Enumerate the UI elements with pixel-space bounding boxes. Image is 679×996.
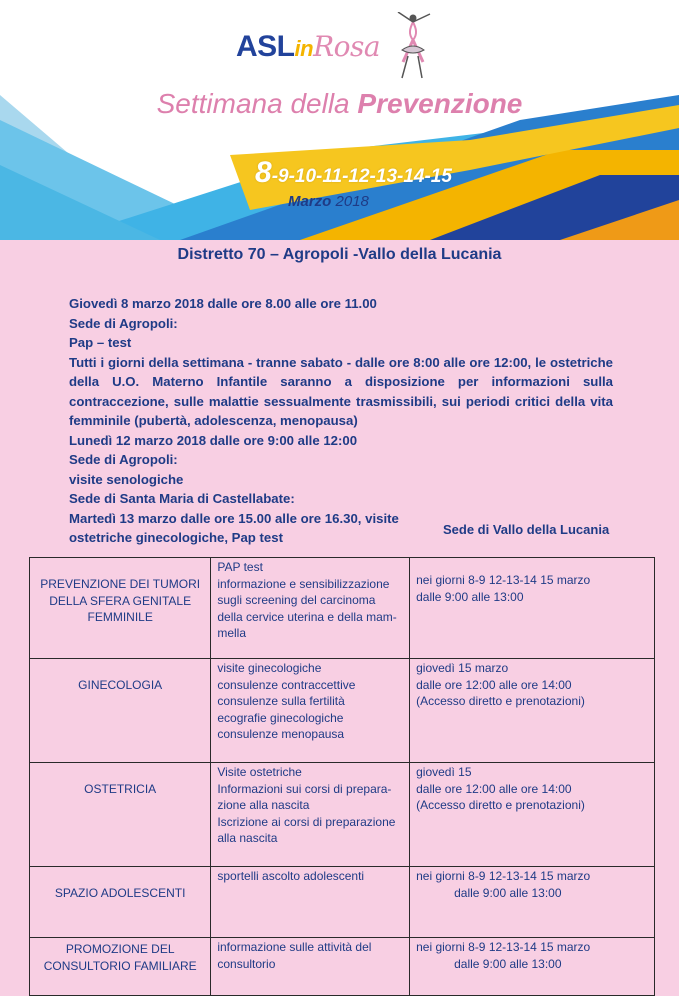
schedule-text (69, 294, 613, 548)
schedule-line: nei giorni 8-9 12-13-14 15 marzo (416, 869, 591, 883)
body-line-3: Pap – test (69, 335, 132, 350)
service-line: della cervice uterina e della mam- (217, 609, 397, 624)
body-line-8: Martedì 13 marzo dalle ore 15.00 alle ore 16.30, visite (69, 510, 399, 526)
month-year (288, 193, 369, 210)
category-line: GINECOLOGIA (78, 678, 163, 692)
dates-banner (255, 156, 452, 190)
category-line: CONSULTORIO FAMILIARE (43, 958, 197, 973)
service-line: sportelli ascolto adolescenti (217, 869, 365, 883)
schedule-cell (410, 763, 655, 867)
dates-first: 8 (255, 156, 272, 189)
category-line: SPAZIO ADOLESCENTI (54, 886, 186, 900)
dates-rest: -9-10-11-12-13-14-15 (271, 166, 452, 187)
schedule-cell (410, 938, 655, 996)
body-line-6: visite senologiche (69, 471, 184, 487)
body-line-1: Giovedì 8 marzo 2018 dalle ore 8.00 alle ore 11.00 (69, 296, 377, 311)
body-line-2: Sede di Agropoli: (69, 315, 178, 331)
logo-asl: ASL (236, 30, 295, 63)
service-line: visite ginecologiche (217, 661, 322, 675)
category-cell (30, 938, 211, 996)
category-cell (30, 763, 211, 867)
header-banner (0, 0, 679, 240)
service-line: sugli screening del carcinoma (217, 593, 376, 607)
services-cell (211, 558, 410, 659)
table-row (30, 763, 655, 867)
asl-in-rosa-logo (236, 30, 380, 64)
category-line: PREVENZIONE DEI TUMORI (40, 577, 201, 591)
service-line: consulenze menopausa (217, 727, 345, 741)
service-line: informazione e sensibilizzazione (217, 576, 390, 591)
table-row (30, 938, 655, 996)
service-line: alla nascita (217, 831, 278, 845)
body-line-5: Sede di Agropoli: (69, 452, 178, 467)
category-line: OSTETRICIA (84, 782, 157, 796)
service-line: zione alla nascita (217, 798, 310, 812)
service-line: informazione sulle attività del (217, 940, 372, 954)
logo-rosa: Rosa (313, 30, 381, 63)
services-cell (211, 867, 410, 938)
title-light: Settimana della (156, 88, 350, 119)
vallo-heading: Sede di Vallo della Lucania (443, 522, 610, 537)
schedule-line: dalle ore 12:00 alle ore 14:00 (416, 677, 572, 692)
month-label: Marzo (288, 193, 332, 210)
category-cell (30, 867, 211, 938)
pink-ribbon-dancer-icon (388, 12, 438, 82)
schedule-cell (410, 558, 655, 659)
service-line: PAP test (217, 560, 263, 574)
table-row (30, 659, 655, 763)
page-title (0, 88, 679, 120)
body-paragraph: Tutti i giorni della settimana - tranne sabato - dalle ore 8:00 alle ore 12:00, le ostetriche della U.O. Materno Infantile saranno a disposizione per informazioni sulla contraccezione, sulle malattie sessualmente trasmissibili, sui periodi critici della vita femminile (pubertà, adolescenza, menopausa) (69, 354, 613, 428)
service-line: Iscrizione ai corsi di preparazione (217, 814, 396, 829)
services-table (29, 557, 655, 996)
category-cell (30, 558, 211, 659)
service-line: consulenze contraccettive (217, 677, 356, 692)
service-line: consulenze sulla fertilità (217, 694, 345, 708)
schedule-cell (410, 867, 655, 938)
table-row (30, 558, 655, 659)
logo-in: in (294, 36, 314, 61)
service-line: Visite ostetriche (217, 765, 302, 779)
schedule-line: nei giorni 8-9 12-13-14 15 marzo (416, 940, 591, 954)
year-label: 2018 (335, 193, 369, 210)
schedule-line: (Accesso diretto e prenotazioni) (416, 694, 585, 708)
schedule-line: giovedì 15 marzo (416, 661, 509, 675)
service-line: mella (217, 626, 247, 640)
body-line-4: Lunedì 12 marzo 2018 dalle ore 9:00 alle 12:00 (69, 432, 358, 448)
district-title: Distretto 70 – Agropoli -Vallo della Lucania (177, 246, 502, 263)
service-line: ecografie ginecologiche (217, 710, 344, 725)
title-bold: Prevenzione (357, 88, 523, 119)
services-cell (211, 763, 410, 867)
body-line-9: ostetriche ginecologiche, Pap test (69, 530, 283, 545)
category-cell (30, 659, 211, 763)
schedule-line: dalle 9:00 alle 13:00 (454, 956, 562, 971)
schedule-line: (Accesso diretto e prenotazioni) (416, 798, 585, 812)
service-line: Informazioni sui corsi di prepara- (217, 781, 392, 796)
category-line: FEMMINILE (87, 610, 153, 624)
schedule-line: dalle 9:00 alle 13:00 (454, 885, 562, 900)
services-cell (211, 659, 410, 763)
body-line-7: Sede di Santa Maria di Castellabate: (69, 491, 295, 506)
category-line: PROMOZIONE DEL (65, 942, 175, 956)
services-cell (211, 938, 410, 996)
table-row (30, 867, 655, 938)
schedule-line: giovedì 15 (416, 765, 472, 779)
category-line: DELLA SFERA GENITALE (49, 593, 192, 608)
schedule-cell (410, 659, 655, 763)
schedule-line: dalle ore 12:00 alle ore 14:00 (416, 781, 572, 796)
service-line: consultorio (217, 956, 276, 971)
schedule-line: dalle 9:00 alle 13:00 (416, 589, 524, 604)
schedule-line: nei giorni 8-9 12-13-14 15 marzo (416, 573, 591, 587)
